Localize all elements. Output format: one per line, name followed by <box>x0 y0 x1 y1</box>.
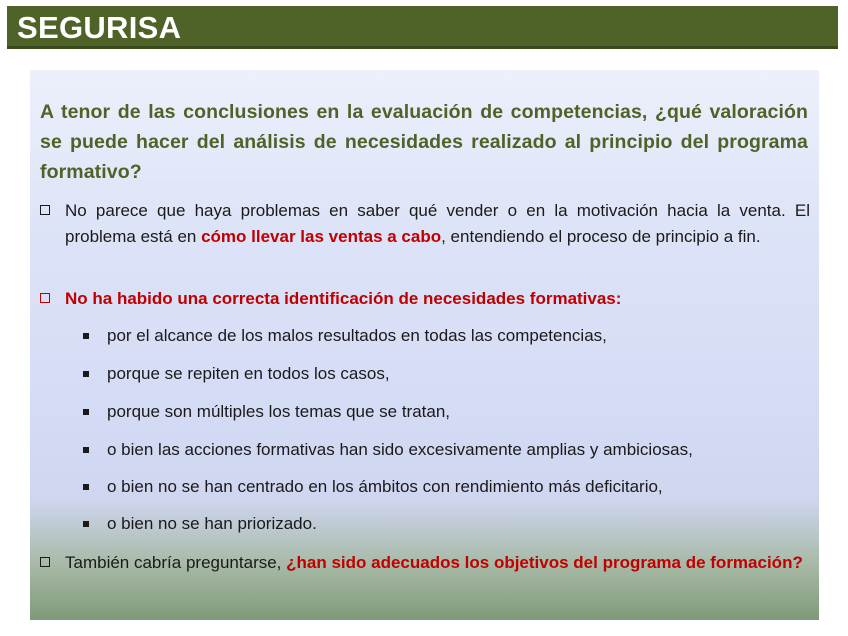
list-item-text <box>65 550 810 576</box>
sub-item-text: porque son múltiples los temas que se tratan, <box>107 402 451 421</box>
sub-item-text: o bien las acciones formativas han sido excesivamente amplias y ambiciosas, <box>107 440 693 459</box>
square-bullet-icon <box>83 409 89 415</box>
sub-item <box>83 512 317 536</box>
square-bullet-icon <box>83 484 89 490</box>
square-bullet-icon <box>83 333 89 339</box>
list-item-2 <box>40 286 810 312</box>
item-1-text-pre: No parece que haya problemas en saber qué vender o en la motivación hacia la venta. El problema está en <box>65 201 810 246</box>
list-item-text <box>65 198 810 250</box>
list-item-3 <box>40 550 810 576</box>
header-title: SEGURISA <box>17 10 182 45</box>
square-bullet-icon <box>83 521 89 527</box>
square-bullet-icon <box>83 447 89 453</box>
question-heading: A tenor de las conclusiones en la evaluación de competencias, ¿qué valoración se puede hacer del análisis de necesidades realizado al principio del programa formativo? <box>40 101 808 183</box>
sub-item <box>83 475 663 499</box>
square-bullet-icon <box>83 371 89 377</box>
sub-item-text: porque se repiten en todos los casos, <box>107 364 390 383</box>
item-1-text-post: , entendiendo el proceso de principio a fin. <box>441 227 761 246</box>
item-3-emphasis: ¿han sido adecuados los objetivos del programa de formación? <box>286 553 803 572</box>
header-bar <box>7 6 838 49</box>
content-panel <box>30 70 819 620</box>
sub-item <box>83 400 450 424</box>
sub-item-text: por el alcance de los malos resultados en todas las competencias, <box>107 326 607 345</box>
sub-item-text: o bien no se han centrado en los ámbitos con rendimiento más deficitario, <box>107 477 663 496</box>
item-2-emphasis: No ha habido una correcta identificación de necesidades formativas: <box>65 289 622 308</box>
item-1-emphasis: cómo llevar las ventas a cabo <box>201 227 442 246</box>
sub-item <box>83 324 607 348</box>
checkbox-bullet-icon <box>40 205 50 215</box>
item-3-text-pre: También cabría preguntarse, <box>65 553 287 572</box>
sub-item <box>83 362 390 386</box>
checkbox-bullet-icon <box>40 557 50 567</box>
checkbox-bullet-icon <box>40 293 50 303</box>
list-item-1 <box>40 198 810 250</box>
sub-item <box>83 438 693 462</box>
sub-item-text: o bien no se han priorizado. <box>107 514 317 533</box>
